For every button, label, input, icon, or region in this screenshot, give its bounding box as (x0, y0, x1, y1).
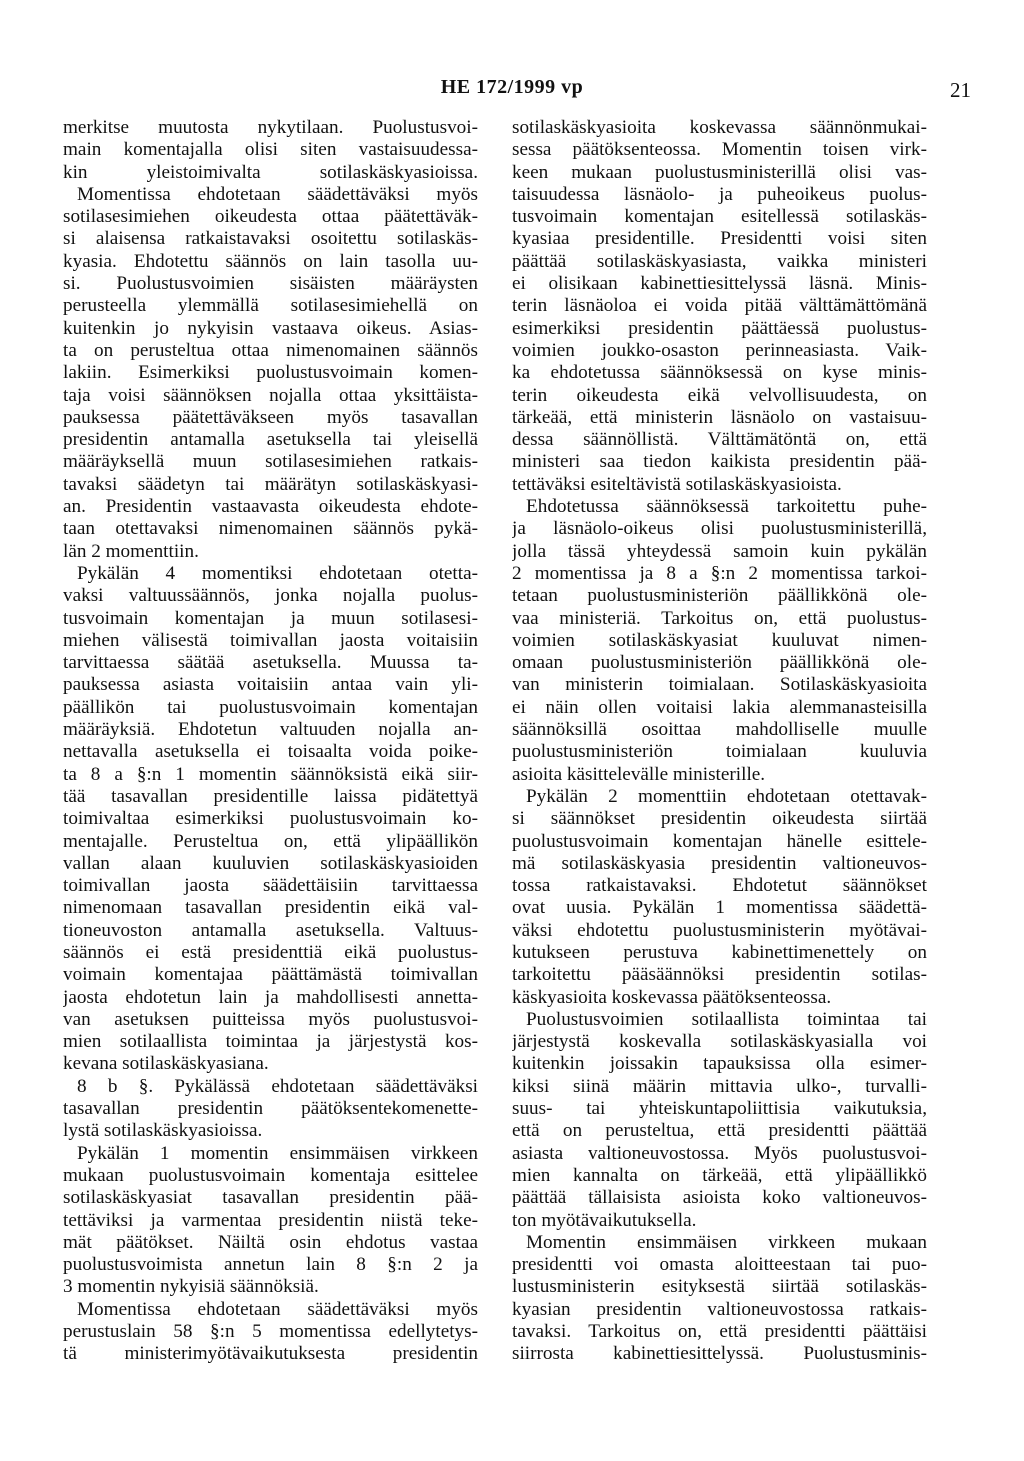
text-line: lakiin. Esimerkiksi puolustusvoimain komen- (63, 362, 478, 384)
text-line: ministeri saa tiedon kaikista presidentin pää- (512, 451, 927, 473)
text-line: toimivallan jaosta säädettäisiin tarvittaessa (63, 875, 478, 897)
text-line: Pykälän 4 momentiksi ehdotetaan otetta- (77, 562, 478, 584)
text-line: suus- tai yhteiskuntapoliittisia vaikutuksia, (512, 1098, 927, 1120)
text-line: kuitenkin joissakin tapauksissa olla esimer- (512, 1053, 927, 1075)
text-line: tää tasavallan presidentille laissa pidätettyä (63, 785, 478, 807)
text-line: dessa säännöllistä. Välttämätöntä on, että (512, 429, 927, 451)
text-line: tarkoitettu pääsäännöksi presidentin sotilas- (512, 964, 927, 986)
text-line: puolustusvoimain komentajan hänelle esittele- (512, 830, 927, 852)
text-line: tossa ratkaistavaksi. Ehdotetut säännökset (512, 875, 927, 897)
text-line: sotilaskäskyasioita koskevassa säännönmukai- (512, 117, 927, 138)
text-line: että on perusteltua, että presidentti päättää (512, 1120, 927, 1142)
text-line: toimivaltaa esimerkiksi puolustusvoimain ko- (63, 808, 478, 830)
text-line: esimerkiksi presidentin päättäessä puolustus- (512, 317, 927, 339)
text-line: Pykälän 1 momentin ensimmäisen virkkeen (77, 1142, 478, 1164)
text-line: tärkeää, että ministerin läsnäolo on vastaisuu- (512, 406, 927, 428)
text-line: van asetuksen puitteissa myös puolustusvoi- (63, 1008, 478, 1030)
text-line: jolla tässä yhteydessä samoin kuin pykälän (512, 540, 927, 562)
text-line: tusvoimain komentajan esitellessä sotilaskäs- (512, 206, 927, 228)
text-line: ovat uusia. Pykälän 1 momentissa säädettä- (512, 897, 927, 919)
text-line: ei olisikaan kabinettiesittelyssä läsnä. Minis- (512, 273, 927, 295)
text-line: päättää sotilaskäskyasiasta, vaikka ministeri (512, 250, 927, 272)
text-line: tavaksi. Tarkoitus on, että presidentti päättäisi (512, 1321, 927, 1343)
text-line: vaksi valtuussäännös, jonka nojalla puolus- (63, 585, 478, 607)
text-line: mentajalle. Perusteltua on, että ylipäällikön (63, 830, 478, 852)
text-line: kevana sotilaskäskyasiana. (63, 1053, 269, 1075)
text-line: si säännökset presidentin oikeudesta siirtää (512, 808, 927, 830)
text-line: merkitse muutosta nykytilaan. Puolustusvoi- (63, 117, 478, 138)
text-line: mukaan puolustusvoimain komentaja esittelee (63, 1164, 478, 1186)
text-line: tarvittaessa säätää asetuksella. Muussa ta- (63, 652, 478, 674)
text-line: kyasian presidentin valtioneuvostossa ratkais- (512, 1298, 927, 1320)
text-line: taan otettavaksi nimenomainen säännös pykä- (63, 518, 478, 540)
text-line: järjestystä koskevalla sotilaskäskyasialla voi (512, 1031, 927, 1053)
text-line: mä sotilaskäskyasia presidentin valtioneuvos- (512, 852, 927, 874)
text-line: lystä sotilaskäskyasioissa. (63, 1120, 263, 1142)
text-line: Momentin ensimmäisen virkkeen mukaan (526, 1231, 927, 1253)
text-line: omaan puolustusministeriön päällikkönä ole- (512, 652, 927, 674)
text-line: voimain komentajaa päättämästä toimivallan (63, 964, 478, 986)
text-line: Momentissa ehdotetaan säädettäväksi myös (77, 1298, 478, 1320)
text-line: mien sotilaallista toimintaa ja järjestystä kos- (63, 1031, 478, 1053)
text-line: nimenomaan tasavallan presidentin eikä val- (63, 897, 478, 919)
text-line: kin yleistoimivalta sotilaskäskyasioissa. (63, 161, 478, 183)
text-line: mät päätökset. Näiltä osin ehdotus vastaa (63, 1231, 478, 1253)
text-line: presidentti voi omasta aloitteestaan tai puo- (512, 1254, 927, 1276)
text-line: ei näin ollen voitaisi lakia alemmanasteisilla (512, 696, 927, 718)
left-text-column (63, 117, 478, 1366)
page-number: 21 (950, 78, 971, 102)
text-line: si. Puolustusvoimien sisäisten määräysten (63, 273, 478, 295)
text-line: ta 8 a §:n 1 momentin säännöksistä eikä siir- (63, 763, 478, 785)
text-line: päällikön tai puolustusvoimain komentajan (63, 696, 478, 718)
text-line: 8 b §. Pykälässä ehdotetaan säädettäväksi (77, 1075, 478, 1097)
text-line: ta on perusteltua ottaa nimenomainen säännös (63, 339, 478, 361)
text-line: määräyksiä. Ehdotetun valtuuden nojalla an- (63, 719, 478, 741)
document-reference: HE 172/1999 vp (440, 76, 584, 98)
text-line: ka ehdotetussa säännöksessä on kyse minis- (512, 362, 927, 384)
text-line: asiasta valtioneuvostossa. Myös puolustusvoi- (512, 1142, 927, 1164)
text-line: säännöksillä osoittaa mahdolliselle muulle (512, 719, 927, 741)
text-line: miehen välisestä toimivallan jaosta voitaisiin (63, 629, 478, 651)
text-line: tettäväksi esiteltävistä sotilaskäskyasioista. (512, 473, 842, 495)
text-line: perustuslain 58 §:n 5 momentissa edellytetys- (63, 1321, 478, 1343)
text-line: an. Presidentin vastaavasta oikeudesta ehdote- (63, 496, 478, 518)
text-line: Pykälän 2 momenttiin ehdotetaan otettavak- (526, 785, 927, 807)
text-line: kuitenkin jo nykyisin vastaava oikeus. Asias- (63, 317, 478, 339)
text-line: van ministerin toimialaan. Sotilaskäskyasioita (512, 674, 927, 696)
text-line: tasavallan presidentin päätöksentekomenette- (63, 1098, 478, 1120)
text-line: puolustusministeriön toimialaan kuuluvia (512, 741, 927, 763)
text-line: asioita käsittelevälle ministerille. (512, 763, 766, 785)
text-line: voimien joukko-osaston perinneasiasta. Vaik- (512, 339, 927, 361)
text-line: tettäviksi ja varmentaa presidentin niistä teke- (63, 1209, 478, 1231)
text-line: voimien sotilaskäskyasiat kuuluvat nimen- (512, 629, 927, 651)
text-line: presidentin antamalla asetuksella tai yleisellä (63, 429, 478, 451)
text-line: län 2 momenttiin. (63, 540, 199, 562)
text-line: tusvoimain komentajan ja muun sotilasesi- (63, 607, 478, 629)
text-line: perusteella ylemmällä sotilasesimiehellä on (63, 295, 478, 317)
text-line: tä ministerimyötävaikutuksesta presidentin (63, 1343, 478, 1365)
text-line: 2 momentissa ja 8 a §:n 2 momentissa tarkoi- (512, 562, 927, 584)
text-line: kyasia. Ehdotettu säännös on lain tasolla uu- (63, 250, 478, 272)
text-line: puolustusvoimista annetun lain 8 §:n 2 ja (63, 1254, 478, 1276)
text-line: tetaan puolustusministeriön päällikkönä ole- (512, 585, 927, 607)
text-line: 3 momentin nykyisiä säännöksiä. (63, 1276, 319, 1298)
text-line: ja läsnäolo-oikeus olisi puolustusministerillä, (512, 518, 927, 540)
text-line: säännös ei estä presidenttiä eikä puolustus- (63, 941, 478, 963)
text-line: vaa ministeriä. Tarkoitus on, että puolustus- (512, 607, 927, 629)
text-line: käskyasioita koskevassa päätöksenteossa. (512, 986, 832, 1008)
text-line: kyasiaa presidentille. Presidentti voisi siten (512, 228, 927, 250)
text-line: lustusministerin esityksestä siirtää sotilaskäs- (512, 1276, 927, 1298)
text-line: nettavalla asetuksella ei toisaalta voida poike- (63, 741, 478, 763)
text-line: siirrosta kabinettiesittelyssä. Puolustusminis- (512, 1343, 927, 1365)
text-line: taisuudessa läsnäolo- ja puheoikeus puolus- (512, 183, 927, 205)
page-header (0, 74, 1024, 104)
text-line: taja voisi säännöksen nojalla ottaa yksittäista- (63, 384, 478, 406)
text-line: keen mukaan puolustusministerillä olisi vas- (512, 161, 927, 183)
text-line: Puolustusvoimien sotilaallista toimintaa tai (526, 1008, 927, 1030)
text-line: pauksessa asiasta voitaisiin antaa vain yli- (63, 674, 478, 696)
text-line: si alaisensa ratkaistavaksi osoitettu sotilaskäs- (63, 228, 478, 250)
text-line: pauksessa päätettäväkseen myös tasavallan (63, 406, 478, 428)
text-line: Ehdotetussa säännöksessä tarkoitettu puhe- (526, 496, 927, 518)
text-line: kiksi siinä määrin mittavia ulko-, turvalli- (512, 1075, 927, 1097)
text-line: terin oikeudesta eikä velvollisuudesta, on (512, 384, 927, 406)
text-line: väksi ehdotettu puolustusministerin myötävai- (512, 919, 927, 941)
right-text-column (512, 117, 927, 1366)
text-line: sessa päätöksenteossa. Momentin toisen virk- (512, 139, 927, 161)
text-line: tioneuvoston antamalla asetuksella. Valtuus- (63, 919, 478, 941)
text-line: päättää tällaisista asioista koko valtioneuvos- (512, 1187, 927, 1209)
text-line: Momentissa ehdotetaan säädettäväksi myös (77, 183, 478, 205)
text-line: kutukseen perustuva kabinettimenettely on (512, 941, 927, 963)
text-line: vallan alaan kuuluvien sotilaskäskyasioiden (63, 852, 478, 874)
text-line: main komentajalla olisi siten vastaisuudessa- (63, 139, 478, 161)
text-line: sotilasesimiehen oikeudesta ottaa päätettäväk- (63, 206, 478, 228)
text-line: tavaksi säädetyn tai määrätyn sotilaskäskyasi- (63, 473, 478, 495)
text-line: ton myötävaikutuksella. (512, 1209, 697, 1231)
text-line: määräyksellä muun sotilasesimiehen ratkais- (63, 451, 478, 473)
text-line: terin läsnäoloa ei voida pitää välttämättömänä (512, 295, 927, 317)
text-line: sotilaskäskyasiat tasavallan presidentin pää- (63, 1187, 478, 1209)
text-line: jaosta ehdotetun lain ja mahdollisesti annetta- (63, 986, 478, 1008)
text-line: mien kannalta on tärkeää, että ylipäällikkö (512, 1164, 927, 1186)
